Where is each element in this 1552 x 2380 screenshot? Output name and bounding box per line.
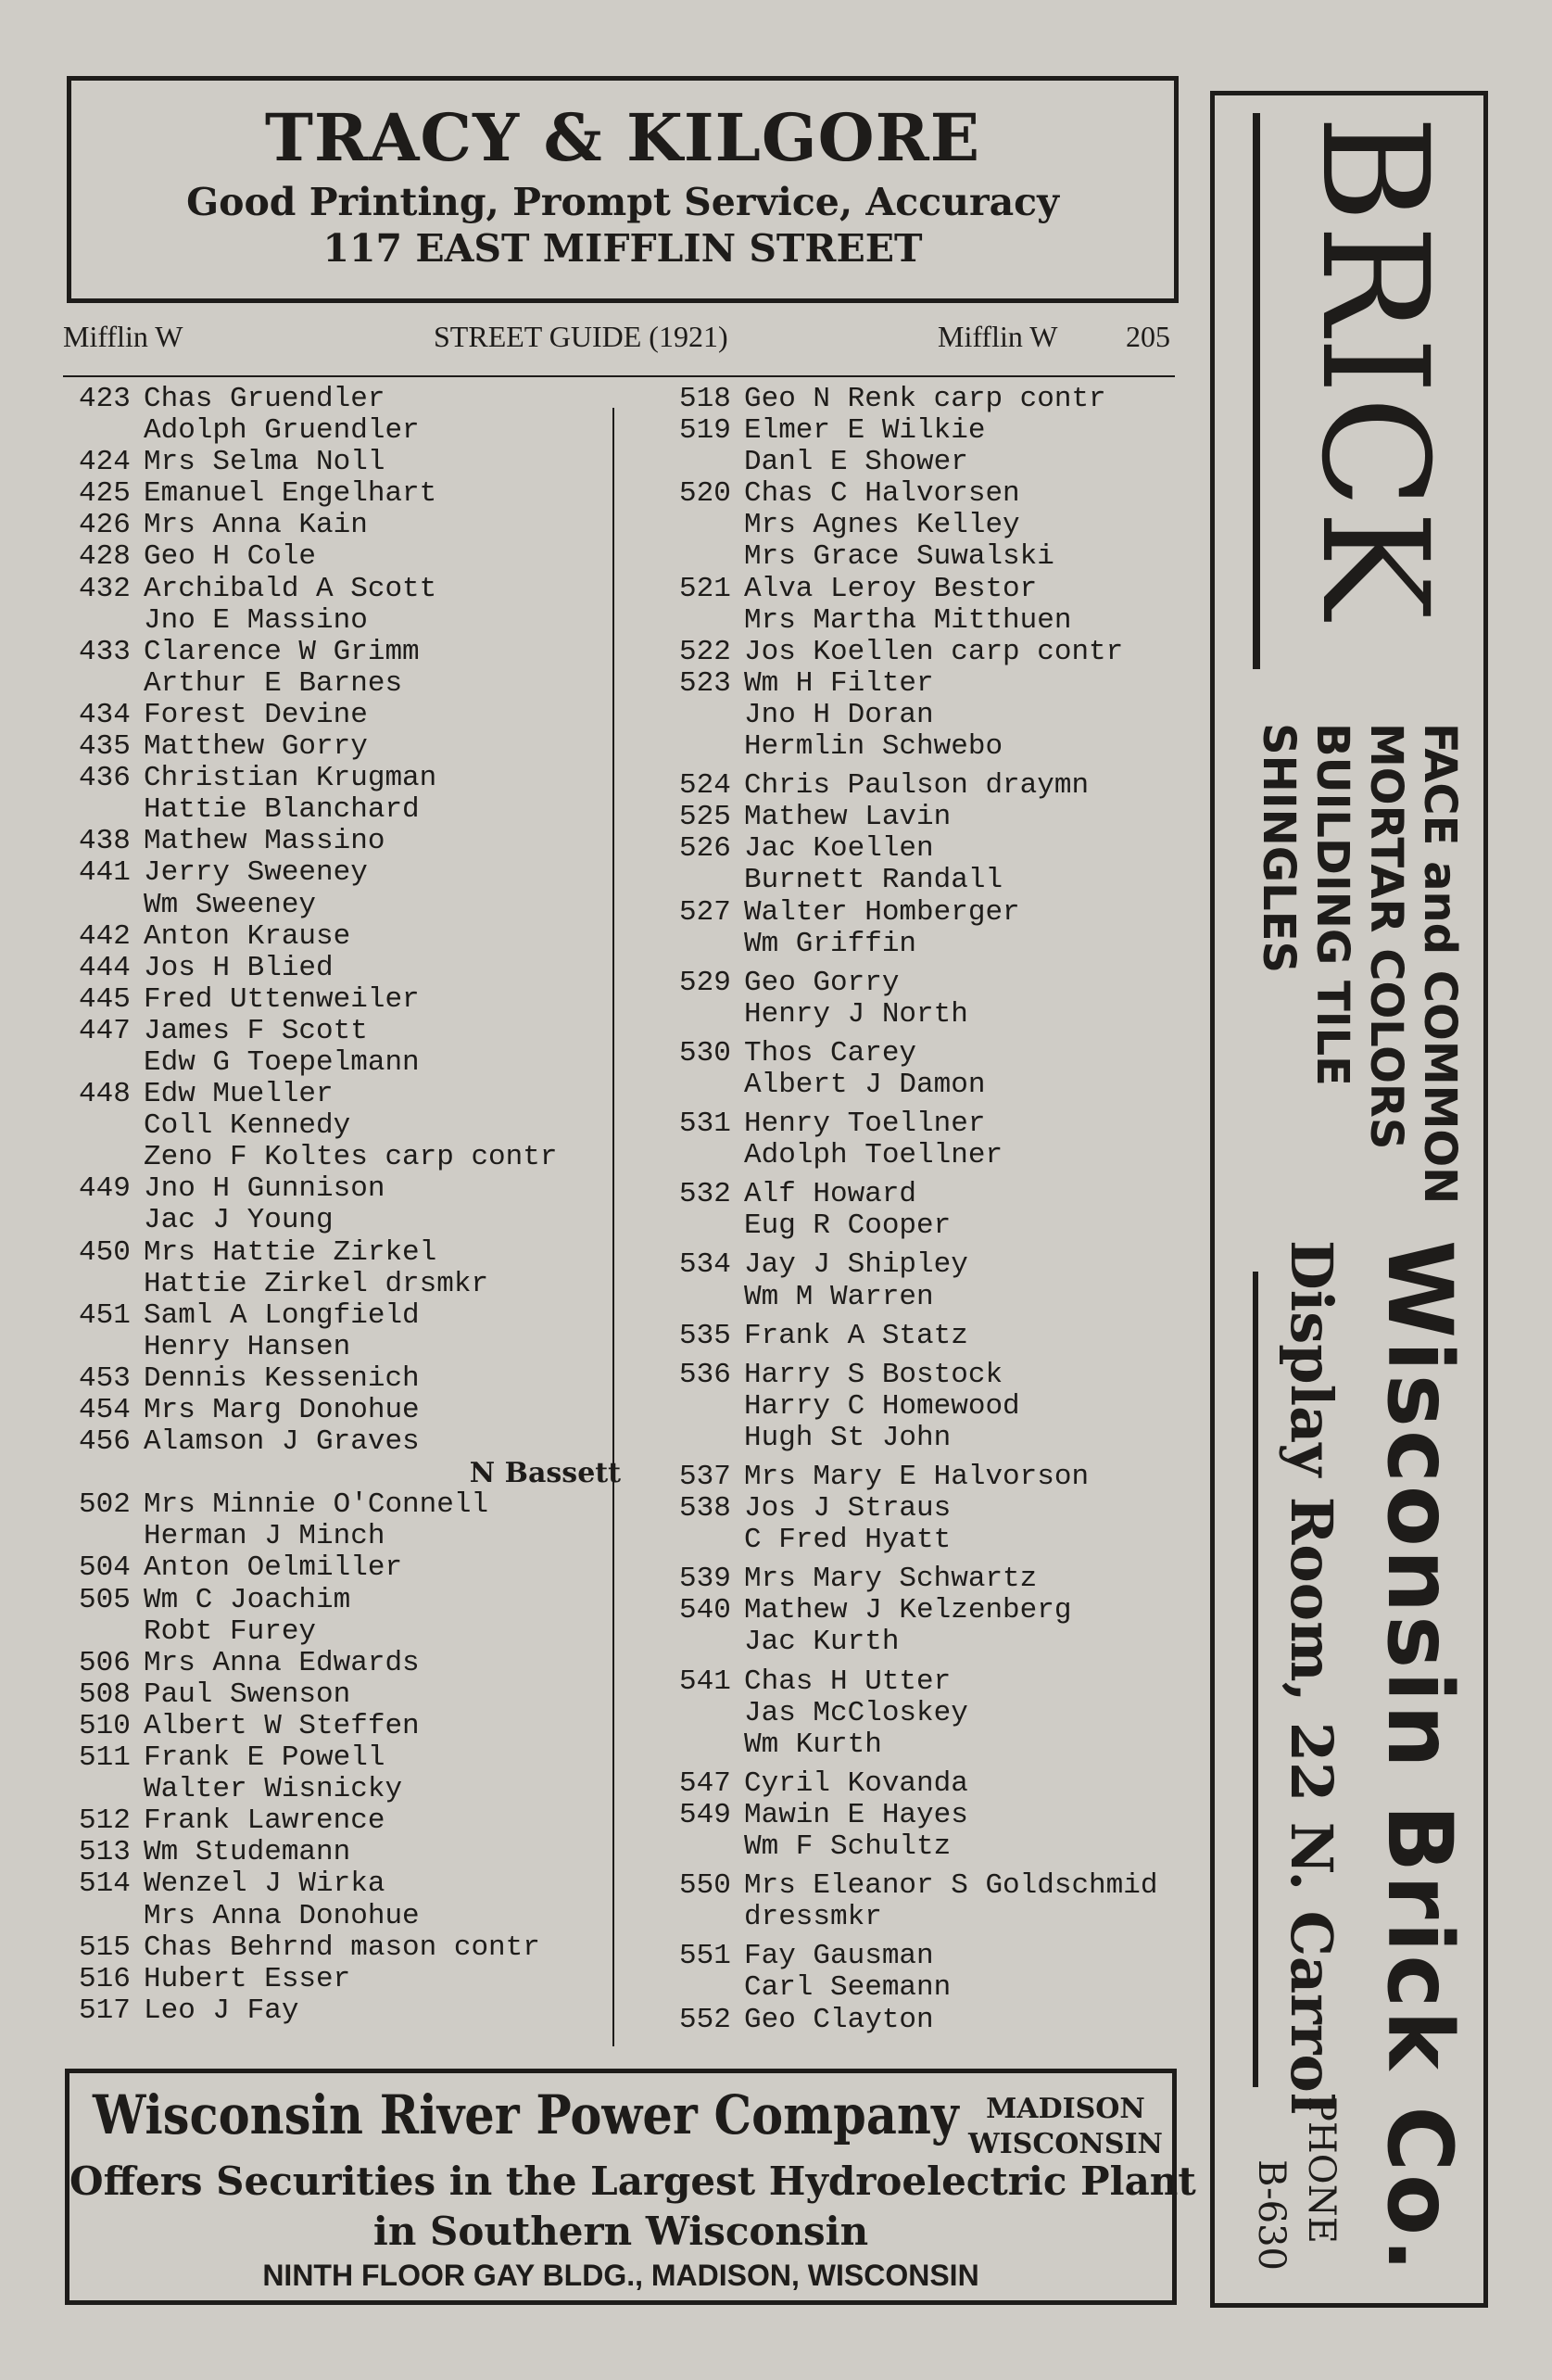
listing-entry xyxy=(665,510,1203,541)
resident-name: Robt Furey xyxy=(144,1614,317,1648)
listing-entry xyxy=(65,1868,621,1900)
brick-heading: BRICK xyxy=(1289,115,1459,622)
listing-entry xyxy=(65,1521,621,1552)
house-number: 447 xyxy=(79,1014,131,1047)
resident-name: James F Scott xyxy=(144,1014,368,1047)
power-company-name: Wisconsin River Power Company xyxy=(93,2083,959,2146)
house-number: 516 xyxy=(79,1962,131,1995)
house-number: 527 xyxy=(679,895,731,929)
listing-entry xyxy=(665,1595,1203,1627)
listing-entry xyxy=(665,897,1203,929)
resident-name: Wm Studemann xyxy=(144,1836,351,1869)
resident-name: Mrs Grace Suwalski xyxy=(744,540,1054,574)
resident-name: Anton Oelmiller xyxy=(144,1551,403,1585)
house-number: 550 xyxy=(679,1869,731,1903)
listing-entry xyxy=(65,1901,621,1932)
resident-name: Herman J Minch xyxy=(144,1520,385,1553)
house-number: 515 xyxy=(79,1931,131,1964)
house-number: 451 xyxy=(79,1298,131,1332)
city-line: MADISON xyxy=(986,2093,1145,2125)
listing-entry xyxy=(665,1391,1203,1423)
house-number: 512 xyxy=(79,1804,131,1838)
resident-name: Wm Griffin xyxy=(744,927,917,960)
house-number: 513 xyxy=(79,1836,131,1869)
house-number: 502 xyxy=(79,1488,131,1522)
listing-entry xyxy=(665,637,1203,668)
running-header xyxy=(63,320,1175,366)
resident-name: Mathew Lavin xyxy=(744,801,952,834)
phone-label: PHONE xyxy=(1300,2096,1343,2244)
listing-entry xyxy=(665,700,1203,731)
resident-name: Jos H Blied xyxy=(144,951,334,984)
ad-title: TRACY & KILGORE xyxy=(264,99,981,176)
resident-name: Geo Gorry xyxy=(744,966,900,999)
listing-entry xyxy=(665,478,1203,510)
resident-name: Matthew Gorry xyxy=(144,730,368,764)
listing-entry xyxy=(65,1489,621,1521)
resident-name: Saml A Longfield xyxy=(144,1298,420,1332)
listing-entry xyxy=(665,1698,1203,1729)
listing-entry xyxy=(65,1426,621,1458)
resident-name: Albert J Damon xyxy=(744,1068,986,1101)
resident-name: Chas H Utter xyxy=(744,1665,952,1698)
listing-column-left xyxy=(65,384,621,2027)
product-line: SHINGLES xyxy=(1253,723,1305,974)
resident-name: Zeno F Koltes carp contr xyxy=(144,1141,558,1174)
resident-name: Henry J North xyxy=(744,997,968,1031)
listing-entry xyxy=(665,384,1203,415)
listing-entry xyxy=(65,1648,621,1679)
resident-name: Walter Homberger xyxy=(744,895,1020,929)
listing-entry xyxy=(65,447,621,478)
resident-name: Mrs Minnie O'Connell xyxy=(144,1488,489,1522)
house-number: 536 xyxy=(679,1358,731,1391)
listing-entry xyxy=(65,1932,621,1964)
resident-name: Burnett Randall xyxy=(744,864,1003,897)
display-rule xyxy=(1253,1272,1258,2087)
listing-entry xyxy=(665,1493,1203,1525)
house-number: 541 xyxy=(679,1665,731,1698)
listing-entry xyxy=(665,1729,1203,1761)
resident-name: Jac Koellen xyxy=(744,832,934,866)
listing-entry xyxy=(665,1666,1203,1698)
listing-entry xyxy=(665,1282,1203,1313)
resident-name: Carl Seemann xyxy=(744,1971,952,2005)
resident-name: Paul Swenson xyxy=(144,1677,351,1711)
resident-name: Wm Sweeney xyxy=(144,888,317,921)
house-number: 517 xyxy=(79,1994,131,2027)
resident-name: Jay J Shipley xyxy=(744,1248,968,1282)
resident-name: Edw G Toepelmann xyxy=(144,1045,420,1079)
resident-name: Hattie Zirkel drsmkr xyxy=(144,1267,489,1300)
listing-entry xyxy=(665,1972,1203,2004)
house-number: 538 xyxy=(679,1492,731,1525)
listing-entry xyxy=(665,574,1203,605)
listing-entry xyxy=(65,415,621,447)
house-number: 518 xyxy=(679,383,731,415)
house-number: 519 xyxy=(679,414,731,448)
resident-name: Thos Carey xyxy=(744,1036,917,1070)
house-number: 521 xyxy=(679,572,731,605)
house-number: 506 xyxy=(79,1646,131,1679)
resident-name: Jos J Straus xyxy=(744,1492,952,1525)
listing-entry xyxy=(665,1038,1203,1070)
house-number: 456 xyxy=(79,1425,131,1459)
resident-name: Mrs Anna Edwards xyxy=(144,1646,420,1679)
resident-name: Mrs Eleanor S Goldschmid xyxy=(744,1869,1158,1903)
house-number: 432 xyxy=(79,572,131,605)
listing-entry xyxy=(665,833,1203,865)
display-room-address: Display Room, 22 N. Carrol xyxy=(1278,1240,1345,2115)
listing-entry xyxy=(65,1711,621,1742)
resident-name: Harry S Bostock xyxy=(744,1358,1003,1391)
resident-name: Jerry Sweeney xyxy=(144,856,368,890)
listing-entry xyxy=(65,1016,621,1047)
listing-entry xyxy=(65,1395,621,1426)
phone-number: B-630 xyxy=(1250,2159,1293,2271)
listing-entry xyxy=(65,605,621,637)
house-number: 438 xyxy=(79,825,131,858)
product-line: FACE and COMMON xyxy=(1414,723,1466,1205)
house-number: 551 xyxy=(679,1940,731,1973)
resident-name: Mathew J Kelzenberg xyxy=(744,1594,1072,1627)
resident-name: Fred Uttenweiler xyxy=(144,982,420,1016)
listing-entry xyxy=(665,770,1203,802)
house-number: 529 xyxy=(679,966,731,999)
resident-name: Henry Hansen xyxy=(144,1330,351,1363)
house-number: 445 xyxy=(79,982,131,1016)
resident-name: Alva Leroy Bestor xyxy=(744,572,1038,605)
house-number: 530 xyxy=(679,1036,731,1070)
resident-name: Mrs Agnes Kelley xyxy=(744,509,1020,542)
resident-name: Chas C Halvorsen xyxy=(744,477,1020,511)
product-line: MORTAR COLORS xyxy=(1360,723,1412,1150)
house-number: 433 xyxy=(79,635,131,668)
resident-name: Hattie Blanchard xyxy=(144,793,420,827)
resident-name: Mrs Selma Noll xyxy=(144,446,385,479)
house-number: 547 xyxy=(679,1766,731,1800)
resident-name: Mrs Anna Donohue xyxy=(144,1899,420,1932)
listing-entry xyxy=(65,763,621,794)
resident-name: Harry C Homewood xyxy=(744,1389,1020,1423)
listing-entry xyxy=(65,1205,621,1236)
listing-entry xyxy=(665,1249,1203,1281)
listing-entry xyxy=(65,574,621,605)
header-title: STREET GUIDE (1921) xyxy=(434,320,728,353)
resident-name: Christian Krugman xyxy=(144,762,437,795)
listing-entry xyxy=(665,1525,1203,1556)
listing-entry xyxy=(665,1108,1203,1140)
listing-entry xyxy=(65,984,621,1016)
resident-name: Hugh St John xyxy=(744,1421,952,1454)
resident-name: Wm F Schultz xyxy=(744,1830,952,1864)
listing-entry xyxy=(65,1552,621,1584)
listing-entry xyxy=(665,1941,1203,1972)
listing-entry xyxy=(65,857,621,889)
listing-entry xyxy=(65,1616,621,1648)
listing-entry xyxy=(665,865,1203,896)
house-number: 449 xyxy=(79,1172,131,1206)
listing-entry xyxy=(65,1269,621,1300)
house-number: 442 xyxy=(79,919,131,953)
listing-entry xyxy=(65,637,621,668)
listing-entry xyxy=(65,890,621,921)
listing-entry xyxy=(665,415,1203,447)
listing-entry xyxy=(665,1140,1203,1171)
house-number: 549 xyxy=(679,1798,731,1831)
state-line: WISCONSIN xyxy=(968,2127,1163,2160)
resident-name: Alf Howard xyxy=(744,1178,917,1211)
brick-company-name: Wisconsin Brick Co. xyxy=(1368,1240,1471,2275)
listing-entry xyxy=(65,921,621,953)
listing-entry xyxy=(65,1964,621,1995)
listing-entry xyxy=(65,953,621,984)
listing-entry xyxy=(665,929,1203,960)
brick-ad-bar xyxy=(1253,113,1260,669)
ad-tagline: Good Printing, Prompt Service, Accuracy xyxy=(186,180,1059,224)
resident-name: Alamson J Graves xyxy=(144,1425,420,1459)
resident-name: Danl E Shower xyxy=(744,446,968,479)
resident-name: Edw Mueller xyxy=(144,1078,334,1111)
listing-entry xyxy=(65,384,621,415)
listing-entry xyxy=(65,668,621,700)
resident-name: Frank A Statz xyxy=(744,1319,968,1352)
header-rule xyxy=(63,375,1175,377)
house-number: 436 xyxy=(79,762,131,795)
listing-entry xyxy=(665,668,1203,700)
house-number: 520 xyxy=(679,477,731,511)
listing-entry xyxy=(665,541,1203,573)
listing-entry xyxy=(65,1047,621,1079)
resident-name: Hubert Esser xyxy=(144,1962,351,1995)
cross-street-label: N Bassett xyxy=(469,1457,621,1490)
house-number: 448 xyxy=(79,1078,131,1111)
listing-entry xyxy=(65,478,621,510)
resident-name: Arthur E Barnes xyxy=(144,666,403,700)
resident-name: Cyril Kovanda xyxy=(744,1766,968,1800)
house-number: 514 xyxy=(79,1867,131,1901)
resident-name: Fay Gausman xyxy=(744,1940,934,1973)
resident-name: Jac Kurth xyxy=(744,1626,900,1659)
listing-entry xyxy=(65,510,621,541)
resident-name: Mrs Marg Donohue xyxy=(144,1394,420,1426)
resident-name: Albert W Steffen xyxy=(144,1709,420,1742)
listing-entry xyxy=(665,1462,1203,1493)
house-number: 523 xyxy=(679,666,731,700)
resident-name: Wm C Joachim xyxy=(144,1583,351,1616)
resident-name: Chas Behrnd mason contr xyxy=(144,1931,540,1964)
ad-address-line: NINTH FLOOR GAY BLDG., MADISON, WISCONSIN xyxy=(262,2259,979,2292)
house-number: 532 xyxy=(679,1178,731,1211)
resident-name: Henry Toellner xyxy=(744,1108,986,1141)
resident-name: Jno H Gunnison xyxy=(144,1172,385,1206)
resident-name: Walter Wisnicky xyxy=(144,1773,403,1806)
house-number: 510 xyxy=(79,1709,131,1742)
listing-entry xyxy=(65,700,621,731)
house-number: 444 xyxy=(79,951,131,984)
house-number: 505 xyxy=(79,1583,131,1616)
resident-name: Wm Kurth xyxy=(744,1728,882,1761)
resident-name: Geo Clayton xyxy=(744,2003,934,2036)
house-number: 522 xyxy=(679,635,731,668)
resident-name: Geo H Cole xyxy=(144,540,317,574)
house-number: 552 xyxy=(679,2003,731,2036)
house-number: 526 xyxy=(679,832,731,866)
listing-entry xyxy=(65,1774,621,1805)
listing-entry xyxy=(665,1563,1203,1595)
house-number: 539 xyxy=(679,1563,731,1596)
resident-name: Jac J Young xyxy=(144,1204,334,1237)
house-number: 425 xyxy=(79,477,131,511)
top-advertisement xyxy=(67,76,1179,303)
listing-entry xyxy=(665,1360,1203,1391)
resident-name: Mathew Massino xyxy=(144,825,385,858)
ad-offer-line: Offers Securities in the Largest Hydroelectric Plant xyxy=(69,2158,1196,2204)
listing-entry xyxy=(65,1110,621,1142)
page-number: 205 xyxy=(1126,320,1170,353)
resident-name: dressmkr xyxy=(744,1901,882,1934)
house-number: 441 xyxy=(79,856,131,890)
listing-entry xyxy=(65,1679,621,1711)
house-number: 453 xyxy=(79,1361,131,1395)
resident-name: Anton Krause xyxy=(144,919,351,953)
listing-entry xyxy=(665,731,1203,763)
resident-name: Mrs Mary E Halvorson xyxy=(744,1461,1090,1493)
listing-entry xyxy=(665,968,1203,999)
house-number: 524 xyxy=(679,769,731,803)
power-company-city xyxy=(968,2092,1163,2161)
house-number: 426 xyxy=(79,509,131,542)
listing-entry xyxy=(665,1768,1203,1800)
house-number: 454 xyxy=(79,1394,131,1426)
listing-entry xyxy=(665,447,1203,478)
resident-name: Forest Devine xyxy=(144,698,368,731)
resident-name: Frank E Powell xyxy=(144,1741,385,1775)
listing-column-right xyxy=(665,384,1203,2036)
listing-entry xyxy=(665,1800,1203,1831)
resident-name: Chas Gruendler xyxy=(144,383,385,415)
listing-entry xyxy=(665,802,1203,833)
resident-name: Jno H Doran xyxy=(744,698,934,731)
resident-name: Dennis Kessenich xyxy=(144,1361,420,1395)
listing-entry xyxy=(65,826,621,857)
resident-name: Leo J Fay xyxy=(144,1994,299,2027)
resident-name: Jas McCloskey xyxy=(744,1696,968,1729)
listing-entry xyxy=(665,999,1203,1031)
listing-entry xyxy=(665,1210,1203,1242)
house-number: 504 xyxy=(79,1551,131,1585)
house-number: 531 xyxy=(679,1108,731,1141)
listing-entry xyxy=(65,1079,621,1110)
house-number: 434 xyxy=(79,698,131,731)
resident-name: Chris Paulson draymn xyxy=(744,769,1090,803)
house-number: 424 xyxy=(79,446,131,479)
resident-name: C Fred Hyatt xyxy=(744,1524,952,1557)
resident-name: Hermlin Schwebo xyxy=(744,730,1003,764)
resident-name: Mrs Hattie Zirkel xyxy=(144,1235,437,1269)
resident-name: Jos Koellen carp contr xyxy=(744,635,1124,668)
listing-entry xyxy=(65,731,621,763)
resident-name: Adolph Gruendler xyxy=(144,414,420,448)
listing-entry xyxy=(65,1237,621,1269)
house-number: 435 xyxy=(79,730,131,764)
resident-name: Clarence W Grimm xyxy=(144,635,420,668)
resident-name: Mawin E Hayes xyxy=(744,1798,968,1831)
listing-entry xyxy=(665,1423,1203,1454)
listing-entry xyxy=(65,1995,621,2027)
resident-name: Mrs Martha Mitthuen xyxy=(744,603,1072,637)
house-number: 508 xyxy=(79,1677,131,1711)
cross-street-heading xyxy=(65,1458,621,1489)
house-number: 535 xyxy=(679,1319,731,1352)
listing-entry xyxy=(65,541,621,573)
house-number: 540 xyxy=(679,1594,731,1627)
resident-name: Wm M Warren xyxy=(744,1280,934,1313)
listing-entry xyxy=(665,1070,1203,1101)
resident-name: Mrs Mary Schwartz xyxy=(744,1563,1038,1596)
listing-entry xyxy=(65,794,621,826)
listing-entry xyxy=(65,1142,621,1173)
house-number: 423 xyxy=(79,383,131,415)
resident-name: Elmer E Wilkie xyxy=(744,414,986,448)
listing-entry xyxy=(665,605,1203,637)
bottom-advertisement xyxy=(65,2069,1196,2305)
listing-entry xyxy=(65,1742,621,1774)
listing-entry xyxy=(65,1585,621,1616)
resident-name: Mrs Anna Kain xyxy=(144,509,368,542)
listing-entry xyxy=(65,1805,621,1837)
resident-name: Adolph Toellner xyxy=(744,1139,1003,1172)
listing-entry xyxy=(665,1831,1203,1863)
house-number: 525 xyxy=(679,801,731,834)
header-street-left: Mifflin W xyxy=(63,320,183,353)
listing-entry xyxy=(665,1321,1203,1352)
listing-entry xyxy=(65,1837,621,1868)
resident-name: Coll Kennedy xyxy=(144,1109,351,1143)
header-street-right: Mifflin W xyxy=(938,320,1058,353)
house-number: 537 xyxy=(679,1461,731,1493)
resident-name: Emanuel Engelhart xyxy=(144,477,437,511)
house-number: 450 xyxy=(79,1235,131,1269)
resident-name: Geo N Renk carp contr xyxy=(744,383,1106,415)
listing-entry xyxy=(65,1363,621,1395)
resident-name: Wm H Filter xyxy=(744,666,934,700)
house-number: 511 xyxy=(79,1741,131,1775)
listing-entry xyxy=(665,1627,1203,1658)
listing-entry xyxy=(665,1902,1203,1933)
listing-entry xyxy=(65,1300,621,1332)
listing-entry xyxy=(665,2005,1203,2036)
resident-name: Eug R Cooper xyxy=(744,1209,952,1243)
resident-name: Archibald A Scott xyxy=(144,572,437,605)
listing-entry xyxy=(665,1870,1203,1902)
house-number: 534 xyxy=(679,1248,731,1282)
ad-location-line: in Southern Wisconsin xyxy=(372,2209,869,2254)
house-number: 428 xyxy=(79,540,131,574)
resident-name: Wenzel J Wirka xyxy=(144,1867,385,1901)
product-line: BUILDING TILE xyxy=(1306,723,1358,1086)
listing-entry xyxy=(65,1332,621,1363)
ad-address: 117 EAST MIFFLIN STREET xyxy=(322,226,923,271)
listing-entry xyxy=(665,1179,1203,1210)
resident-name: Frank Lawrence xyxy=(144,1804,385,1838)
listing-entry xyxy=(65,1173,621,1205)
resident-name: Jno E Massino xyxy=(144,603,368,637)
